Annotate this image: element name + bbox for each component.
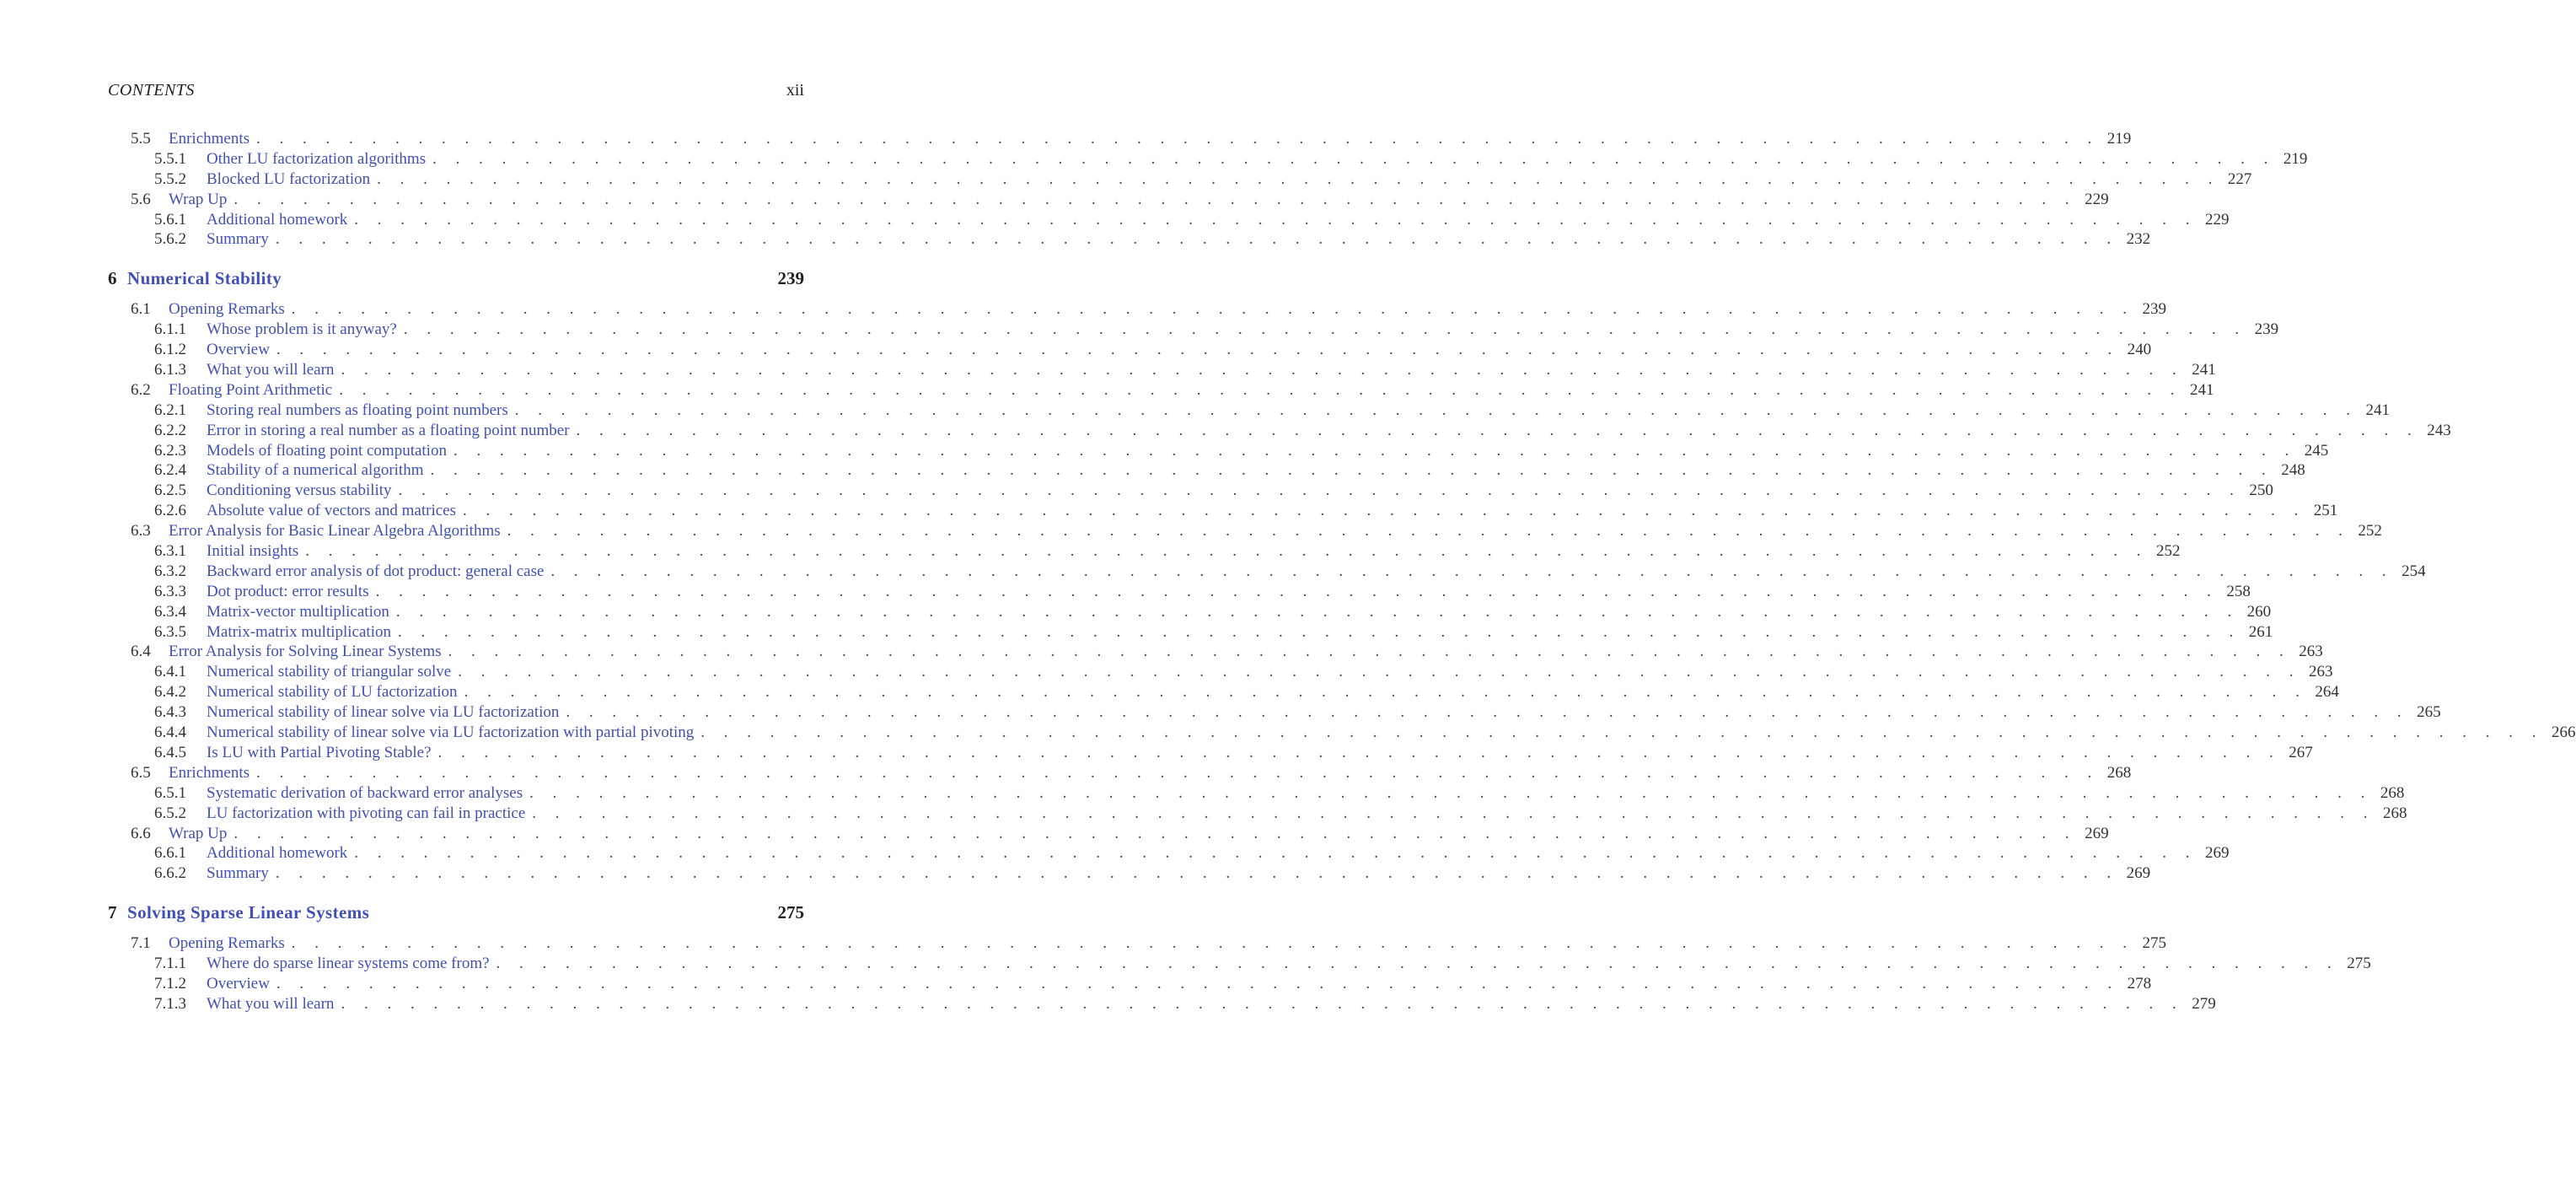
entry-number: 6.2.5 xyxy=(154,481,186,500)
entry-title-link[interactable]: Blocked LU factorization xyxy=(207,169,371,188)
dot-leader: . . . . . . . . . . . . . . . . . . . . . . . . . . . . . . . . . . . . . . . . . . . . . . . . . . . . . . . . . . . . . . . . . . . . . . . . . . . . . . . . xyxy=(275,230,2119,249)
page-number: xii xyxy=(786,81,804,100)
entry-page-number: 267 xyxy=(2289,743,2313,761)
dot-leader: . . . . . . . . . . . . . . . . . . . . . . . . . . . . . . . . . . . . . . . . . . . . . . . . . . . . . . . . . . . . . . . . . . . . . . . . . . . . . . . . xyxy=(403,320,2247,339)
toc-entry-5-5[interactable] xyxy=(108,130,2132,150)
entry-title-link[interactable]: Whose problem is it anyway? xyxy=(207,320,397,339)
chapter-number: 6 xyxy=(108,268,117,289)
entry-title-link[interactable]: Error Analysis for Solving Linear Systems xyxy=(169,643,442,661)
entry-number: 7.1.1 xyxy=(154,955,186,973)
dot-leader: . . . . . . . . . . . . . . . . . . . . . . . . . . . . . . . . . . . . . . . . . . . . . . . . . . . . . . . . . . . . . . . . . . . . . . . . . . . . . . . . xyxy=(354,844,2198,863)
entry-title-link[interactable]: Dot product: error results xyxy=(207,582,369,600)
entry-title-link[interactable]: Enrichments xyxy=(169,130,250,148)
entry-page-number: 239 xyxy=(2142,300,2166,319)
entry-page-number: 264 xyxy=(2315,683,2339,702)
entry-number: 6.3 xyxy=(131,522,151,541)
dot-leader: . . . . . . . . . . . . . . . . . . . . . . . . . . . . . . . . . . . . . . . . . . . . . . . . . . . . . . . . . . . . . . . . . . . . . . . . . . . . . . . . xyxy=(256,130,2100,148)
entry-number: 6.5 xyxy=(131,763,151,782)
entry-title-link[interactable]: Additional homework xyxy=(207,844,348,863)
toc-entry-6-6-1[interactable] xyxy=(108,844,2230,864)
toc-entry-5-6-1[interactable] xyxy=(108,210,2230,231)
dot-leader: . . . . . . . . . . . . . . . . . . . . . . . . . . . . . . . . . . . . . . . . . . . . . . . . . . . . . . . . . . . . . . . . . . . . . . . . . . . . . . . . xyxy=(233,824,2077,842)
entry-page-number: 258 xyxy=(2226,582,2251,600)
dot-leader: . . . . . . . . . . . . . . . . . . . . . . . . . . . . . . . . . . . . . . . . . . . . . . . . . . . . . . . . . . . . . . . . . . . . . . . . . . . . . . . . xyxy=(398,481,2241,500)
entry-title-link[interactable]: Matrix-matrix multiplication xyxy=(207,622,391,641)
entry-number: 5.5.2 xyxy=(154,169,186,188)
entry-title-link[interactable]: Conditioning versus stability xyxy=(207,481,392,500)
dot-leader: . . . . . . . . . . . . . . . . . . . . . . . . . . . . . . . . . . . . . . . . . . . . . . . . . . . . . . . . . . . . . . . . . . . . . . . . . . . . . . . . xyxy=(305,542,2149,561)
dot-leader: . . . . . . . . . . . . . . . . . . . . . . . . . . . . . . . . . . . . . . . . . . . . . . . . . . . . . . . . . . . . . . . . . . . . . . . . . . . . . . . . xyxy=(453,441,2297,460)
entry-page-number: 269 xyxy=(2126,864,2151,883)
entry-number: 6.2 xyxy=(131,380,151,399)
dot-leader: . . . . . . . . . . . . . . . . . . . . . . . . . . . . . . . . . . . . . . . . . . . . . . . . . . . . . . . . . . . . . . . . . . . . . . . . . . . . . . . . xyxy=(291,300,2134,319)
toc-entry-6-1-2[interactable] xyxy=(108,341,2152,361)
entry-title-link[interactable]: Error Analysis for Basic Linear Algebra Algorithms xyxy=(169,522,501,541)
dot-leader: . . . . . . . . . . . . . . . . . . . . . . . . . . . . . . . . . . . . . . . . . . . . . . . . . . . . . . . . . . . . . . . . . . . . . . . . . . . . . . . . xyxy=(375,582,2219,600)
toc-entry-6-5[interactable] xyxy=(108,763,2132,784)
entry-page-number: 250 xyxy=(2249,481,2273,500)
toc-entry-6-6-2[interactable] xyxy=(108,864,2151,885)
entry-page-number: 261 xyxy=(2248,622,2273,641)
dot-leader: . . . . . . . . . . . . . . . . . . . . . . . . . . . . . . . . . . . . . . . . . . . . . . . . . . . . . . . . . . . . . . . . . . . . . . . . . . . . . . . . xyxy=(395,602,2240,621)
entry-number: 6.6 xyxy=(131,824,151,842)
toc-entry-6-2-2[interactable] xyxy=(108,421,2451,442)
entry-number: 6.2.4 xyxy=(154,461,186,480)
dot-leader: . . . . . . . . . . . . . . . . . . . . . . . . . . . . . . . . . . . . . . . . . . . . . . . . . . . . . . . . . . . . . . . . . . . . . . . . . . . . . . . . xyxy=(550,562,2394,580)
dot-leader: . . . . . . . . . . . . . . . . . . . . . . . . . . . . . . . . . . . . . . . . . . . . . . . . . . . . . . . . . . . . . . . . . . . . . . . . . . . . . . . . xyxy=(377,169,2220,188)
toc-entry-6-3-4[interactable] xyxy=(108,602,2272,623)
entry-title-link[interactable]: Wrap Up xyxy=(169,190,228,208)
entry-title-link[interactable]: Opening Remarks xyxy=(169,934,285,953)
entry-page-number: 260 xyxy=(2246,602,2272,621)
entry-page-number: 241 xyxy=(2365,401,2391,419)
dot-leader: . . . . . . . . . . . . . . . . . . . . . . . . . . . . . . . . . . . . . . . . . . . . . . . . . . . . . . . . . . . . . . . . . . . . . . . . . . . . . . . . xyxy=(529,783,2373,802)
entry-page-number: 219 xyxy=(2283,149,2308,168)
entry-number: 5.6.2 xyxy=(154,230,186,249)
toc-entry-6-5-1[interactable] xyxy=(108,783,2405,804)
dot-leader: . . . . . . . . . . . . . . . . . . . . . . . . . . . . . . . . . . . . . . . . . . . . . . . . . . . . . . . . . . . . . . . . . . . . . . . . . . . . . . . . xyxy=(291,934,2134,953)
entry-number: 6.2.6 xyxy=(154,502,186,520)
toc-entry-6-4-3[interactable] xyxy=(108,703,2441,723)
entry-page-number: 251 xyxy=(2313,502,2338,520)
entry-title-link[interactable]: LU factorization with pivoting can fail in practice xyxy=(207,804,526,822)
dot-leader: . . . . . . . . . . . . . . . . . . . . . . . . . . . . . . . . . . . . . . . . . . . . . . . . . . . . . . . . . . . . . . . . . . . . . . . . . . . . . . . . xyxy=(397,622,2241,641)
entry-number: 6.3.5 xyxy=(154,622,186,641)
entry-number: 5.5 xyxy=(131,130,151,148)
entry-page-number: 252 xyxy=(2156,542,2181,561)
toc-entry-6-3-1[interactable] xyxy=(108,542,2181,562)
dot-leader: . . . . . . . . . . . . . . . . . . . . . . . . . . . . . . . . . . . . . . . . . . . . . . . . . . . . . . . . . . . . . . . . . . . . . . . . . . . . . . . . xyxy=(354,210,2198,229)
entry-number: 6.2.3 xyxy=(154,441,186,460)
toc-entry-6-5-2[interactable] xyxy=(108,804,2407,825)
toc-entry-5-5-1[interactable] xyxy=(108,149,2308,170)
toc-entry-6-2-3[interactable] xyxy=(108,441,2329,462)
entry-title-link[interactable]: Summary xyxy=(207,864,269,883)
toc-entry-6-6[interactable] xyxy=(108,824,2109,845)
entry-number: 7.1.3 xyxy=(154,994,186,1013)
dot-leader: . . . . . . . . . . . . . . . . . . . . . . . . . . . . . . . . . . . . . . . . . . . . . . . . . . . . . . . . . . . . . . . . . . . . . . . . . . . . . . . . xyxy=(448,643,2291,661)
toc-entry-6-3-3[interactable] xyxy=(108,582,2251,603)
chapter-page-number: 239 xyxy=(777,268,804,289)
entry-title-link[interactable]: Numerical stability of triangular solve xyxy=(207,663,452,681)
entry-title-link[interactable]: Enrichments xyxy=(169,763,250,782)
entry-page-number: 263 xyxy=(2308,663,2333,681)
toc-entry-7-1-2[interactable] xyxy=(108,974,2152,995)
entry-title-link[interactable]: Error in storing a real number as a floating point number xyxy=(207,421,570,439)
dot-leader: . . . . . . . . . . . . . . . . . . . . . . . . . . . . . . . . . . . . . . . . . . . . . . . . . . . . . . . . . . . . . . . . . . . . . . . . . . . . . . . . xyxy=(514,401,2359,419)
entry-title-link[interactable]: Initial insights xyxy=(207,542,299,561)
entry-page-number: 245 xyxy=(2304,441,2329,460)
running-head xyxy=(108,81,804,106)
toc-entry-7-1-3[interactable] xyxy=(108,994,2216,1015)
dot-leader: . . . . . . . . . . . . . . . . . . . . . . . . . . . . . . . . . . . . . . . . . . . . . . . . . . . . . . . . . . . . . . . . . . . . . . . . . . . . . . . . xyxy=(576,421,2419,439)
toc-entry-5-6-2[interactable] xyxy=(108,230,2151,250)
toc-entry-6-2-4[interactable] xyxy=(108,461,2305,481)
entry-number: 6.4.5 xyxy=(154,743,186,761)
entry-number: 5.6 xyxy=(131,190,151,208)
entry-page-number: 227 xyxy=(2227,169,2252,188)
dot-leader: . . . . . . . . . . . . . . . . . . . . . . . . . . . . . . . . . . . . . . . . . . . . . . . . . . . . . . . . . . . . . . . . . . . . . . . . . . . . . . . . xyxy=(462,502,2306,520)
entry-number: 6.3.2 xyxy=(154,562,186,580)
entry-page-number: 279 xyxy=(2192,994,2216,1013)
dot-leader: . . . . . . . . . . . . . . . . . . . . . . . . . . . . . . . . . . . . . . . . . . . . . . . . . . . . . . . . . . . . . . . . . . . . . . . . . . . . . . . . xyxy=(496,955,2339,973)
entry-number: 6.5.1 xyxy=(154,783,186,802)
entry-number: 6.3.4 xyxy=(154,602,186,621)
entry-title-link[interactable]: Matrix-vector multiplication xyxy=(207,602,389,621)
entry-title-link[interactable]: Wrap Up xyxy=(169,824,228,842)
toc-entry-6-1[interactable] xyxy=(108,300,2166,320)
entry-page-number: 232 xyxy=(2126,230,2151,249)
entry-title-link[interactable]: What you will learn xyxy=(207,994,335,1013)
entry-title-link[interactable]: Models of floating point computation xyxy=(207,441,447,460)
entry-number: 6.1.3 xyxy=(154,361,186,379)
entry-number: 6.5.2 xyxy=(154,804,186,822)
entry-number: 6.1.2 xyxy=(154,341,186,359)
chapter-title-link[interactable]: Numerical Stability xyxy=(127,268,282,289)
toc-entry-6-4-1[interactable] xyxy=(108,663,2333,683)
toc-entry-6-2[interactable] xyxy=(108,380,2214,401)
dot-leader: . . . . . . . . . . . . . . . . . . . . . . . . . . . . . . . . . . . . . . . . . . . . . . . . . . . . . . . . . . . . . . . . . . . . . . . . . . . . . . . . xyxy=(276,974,2120,992)
entry-number: 6.2.2 xyxy=(154,421,186,439)
chapter-number: 7 xyxy=(108,902,117,923)
dot-leader: . . . . . . . . . . . . . . . . . . . . . . . . . . . . . . . . . . . . . . . . . . . . . . . . . . . . . . . . . . . . . . . . . . . . . . . . . . . . . . . . xyxy=(256,763,2100,782)
dot-leader: . . . . . . . . . . . . . . . . . . . . . . . . . . . . . . . . . . . . . . . . . . . . . . . . . . . . . . . . . . . . . . . . . . . . . . . . . . . . . . . . xyxy=(507,522,2350,541)
entry-title-link[interactable]: Opening Remarks xyxy=(169,300,285,319)
toc-page xyxy=(108,81,2576,1015)
dot-leader: . . . . . . . . . . . . . . . . . . . . . . . . . . . . . . . . . . . . . . . . . . . . . . . . . . . . . . . . . . . . . . . . . . . . . . . . . . . . . . . . xyxy=(341,994,2184,1013)
entry-title-link[interactable]: Numerical stability of linear solve via LU factorization with partial pivoting xyxy=(207,723,695,742)
entry-title-link[interactable]: Is LU with Partial Pivoting Stable? xyxy=(207,743,432,761)
dot-leader: . . . . . . . . . . . . . . . . . . . . . . . . . . . . . . . . . . . . . . . . . . . . . . . . . . . . . . . . . . . . . . . . . . . . . . . . . . . . . . . . xyxy=(430,461,2273,480)
entry-page-number: 266 xyxy=(2552,723,2576,742)
dot-leader: . . . . . . . . . . . . . . . . . . . . . . . . . . . . . . . . . . . . . . . . . . . . . . . . . . . . . . . . . . . . . . . . . . . . . . . . . . . . . . . . xyxy=(341,361,2184,379)
entry-number: 6.2.1 xyxy=(154,401,186,419)
chapter-title-link[interactable]: Solving Sparse Linear Systems xyxy=(127,902,370,923)
entry-page-number: 268 xyxy=(2383,804,2407,822)
entry-title-link[interactable]: Storing real numbers as floating point numbers xyxy=(207,401,508,419)
entry-number: 6.4.4 xyxy=(154,723,186,742)
entry-page-number: 268 xyxy=(2106,763,2132,782)
entry-page-number: 229 xyxy=(2085,190,2109,208)
toc-entry-6-4[interactable] xyxy=(108,643,2323,663)
dot-leader: . . . . . . . . . . . . . . . . . . . . . . . . . . . . . . . . . . . . . . . . . . . . . . . . . . . . . . . . . . . . . . . . . . . . . . . . . . . . . . . . xyxy=(437,743,2281,761)
entry-page-number: 269 xyxy=(2085,824,2109,842)
entry-page-number: 241 xyxy=(2189,380,2214,399)
entry-title-link[interactable]: Additional homework xyxy=(207,210,348,229)
entry-title-link[interactable]: Backward error analysis of dot product: general case xyxy=(207,562,545,580)
entry-page-number: 241 xyxy=(2192,361,2216,379)
dot-leader: . . . . . . . . . . . . . . . . . . . . . . . . . . . . . . . . . . . . . . . . . . . . . . . . . . . . . . . . . . . . . . . . . . . . . . . . . . . . . . . . xyxy=(275,864,2119,883)
toc-entry-7-1[interactable] xyxy=(108,934,2166,955)
entry-page-number: 275 xyxy=(2347,955,2371,973)
entry-number: 5.5.1 xyxy=(154,149,186,168)
entry-title-link[interactable]: Systematic derivation of backward error analyses xyxy=(207,783,523,802)
toc-entry-6-2-6[interactable] xyxy=(108,502,2338,522)
toc-entry-6-4-4[interactable] xyxy=(108,723,2576,744)
entry-page-number: 278 xyxy=(2127,974,2152,992)
entry-page-number: 269 xyxy=(2205,844,2230,863)
entry-page-number: 275 xyxy=(2142,934,2166,953)
dot-leader: . . . . . . . . . . . . . . . . . . . . . . . . . . . . . . . . . . . . . . . . . . . . . . . . . . . . . . . . . . . . . . . . . . . . . . . . . . . . . . . . xyxy=(339,380,2182,399)
dot-leader: . . . . . . . . . . . . . . . . . . . . . . . . . . . . . . . . . . . . . . . . . . . . . . . . . . . . . . . . . . . . . . . . . . . . . . . . . . . . . . . . xyxy=(464,683,2307,702)
dot-leader: . . . . . . . . . . . . . . . . . . . . . . . . . . . . . . . . . . . . . . . . . . . . . . . . . . . . . . . . . . . . . . . . . . . . . . . . . . . . . . . . xyxy=(432,149,2276,168)
entry-title-link[interactable]: Overview xyxy=(207,974,270,992)
entry-number: 5.6.1 xyxy=(154,210,186,229)
entry-page-number: 248 xyxy=(2281,461,2305,480)
chapter-heading-6[interactable] xyxy=(108,268,804,293)
dot-leader: . . . . . . . . . . . . . . . . . . . . . . . . . . . . . . . . . . . . . . . . . . . . . . . . . . . . . . . . . . . . . . . . . . . . . . . . . . . . . . . . xyxy=(276,341,2120,359)
chapter-heading-7[interactable] xyxy=(108,902,804,928)
entry-number: 6.4 xyxy=(131,643,151,661)
entry-number: 6.1 xyxy=(131,300,151,319)
entry-page-number: 219 xyxy=(2106,130,2132,148)
toc-entry-6-3-2[interactable] xyxy=(108,562,2426,583)
entry-title-link[interactable]: Stability of a numerical algorithm xyxy=(207,461,424,480)
entry-page-number: 254 xyxy=(2402,562,2426,580)
entry-page-number: 240 xyxy=(2127,341,2152,359)
entry-page-number: 263 xyxy=(2299,643,2323,661)
entry-number: 6.4.2 xyxy=(154,683,186,702)
entry-page-number: 239 xyxy=(2254,320,2279,339)
entry-title-link[interactable]: Numerical stability of LU factorization xyxy=(207,683,458,702)
dot-leader: . . . . . . . . . . . . . . . . . . . . . . . . . . . . . . . . . . . . . . . . . . . . . . . . . . . . . . . . . . . . . . . . . . . . . . . . . . . . . . . . xyxy=(458,663,2301,681)
entry-number: 7.1.2 xyxy=(154,974,186,992)
toc-entry-6-1-1[interactable] xyxy=(108,320,2279,341)
entry-title-link[interactable]: Other LU factorization algorithms xyxy=(207,149,427,168)
running-head-title: CONTENTS xyxy=(108,81,195,100)
entry-page-number: 268 xyxy=(2380,783,2405,802)
toc-entry-6-4-5[interactable] xyxy=(108,743,2313,764)
chapter-page-number: 275 xyxy=(777,902,804,923)
toc-entry-5-5-2[interactable] xyxy=(108,169,2252,191)
dot-leader: . . . . . . . . . . . . . . . . . . . . . . . . . . . . . . . . . . . . . . . . . . . . . . . . . . . . . . . . . . . . . . . . . . . . . . . . . . . . . . . . xyxy=(566,703,2409,722)
dot-leader: . . . . . . . . . . . . . . . . . . . . . . . . . . . . . . . . . . . . . . . . . . . . . . . . . . . . . . . . . . . . . . . . . . . . . . . . . . . . . . . . xyxy=(233,190,2077,208)
entry-page-number: 229 xyxy=(2205,210,2230,229)
table-of-contents xyxy=(108,130,2576,1015)
toc-entry-6-3[interactable] xyxy=(108,522,2382,542)
entry-title-link[interactable]: Overview xyxy=(207,341,270,359)
entry-number: 7.1 xyxy=(131,934,151,953)
entry-title-link[interactable]: What you will learn xyxy=(207,361,335,379)
entry-title-link[interactable]: Floating Point Arithmetic xyxy=(169,380,333,399)
entry-number: 6.4.1 xyxy=(154,663,186,681)
entry-number: 6.4.3 xyxy=(154,703,186,722)
entry-title-link[interactable]: Where do sparse linear systems come from? xyxy=(207,955,490,973)
toc-entry-7-1-1[interactable] xyxy=(108,955,2371,975)
entry-page-number: 243 xyxy=(2427,421,2451,439)
entry-page-number: 265 xyxy=(2417,703,2441,722)
dot-leader: . . . . . . . . . . . . . . . . . . . . . . . . . . . . . . . . . . . . . . . . . . . . . . . . . . . . . . . . . . . . . . . . . . . . . . . . . . . . . . . . xyxy=(532,804,2375,822)
entry-number: 6.3.3 xyxy=(154,582,186,600)
toc-entry-6-3-5[interactable] xyxy=(108,622,2273,643)
entry-title-link[interactable]: Numerical stability of linear solve via LU factorization xyxy=(207,703,560,722)
toc-entry-6-2-5[interactable] xyxy=(108,481,2273,502)
entry-number: 6.6.2 xyxy=(154,864,186,883)
entry-page-number: 252 xyxy=(2358,522,2382,541)
entry-number: 6.3.1 xyxy=(154,542,186,561)
entry-number: 6.1.1 xyxy=(154,320,186,339)
toc-entry-6-2-1[interactable] xyxy=(108,401,2391,422)
entry-title-link[interactable]: Absolute value of vectors and matrices xyxy=(207,502,456,520)
toc-entry-6-4-2[interactable] xyxy=(108,683,2339,703)
dot-leader: . . . . . . . . . . . . . . . . . . . . . . . . . . . . . . . . . . . . . . . . . . . . . . . . . . . . . . . . . . . . . . . . . . . . . . . . . . . . . . . . xyxy=(700,723,2544,742)
entry-number: 6.6.1 xyxy=(154,844,186,863)
entry-title-link[interactable]: Summary xyxy=(207,230,269,249)
toc-entry-6-1-3[interactable] xyxy=(108,361,2216,381)
toc-entry-5-6[interactable] xyxy=(108,190,2109,211)
